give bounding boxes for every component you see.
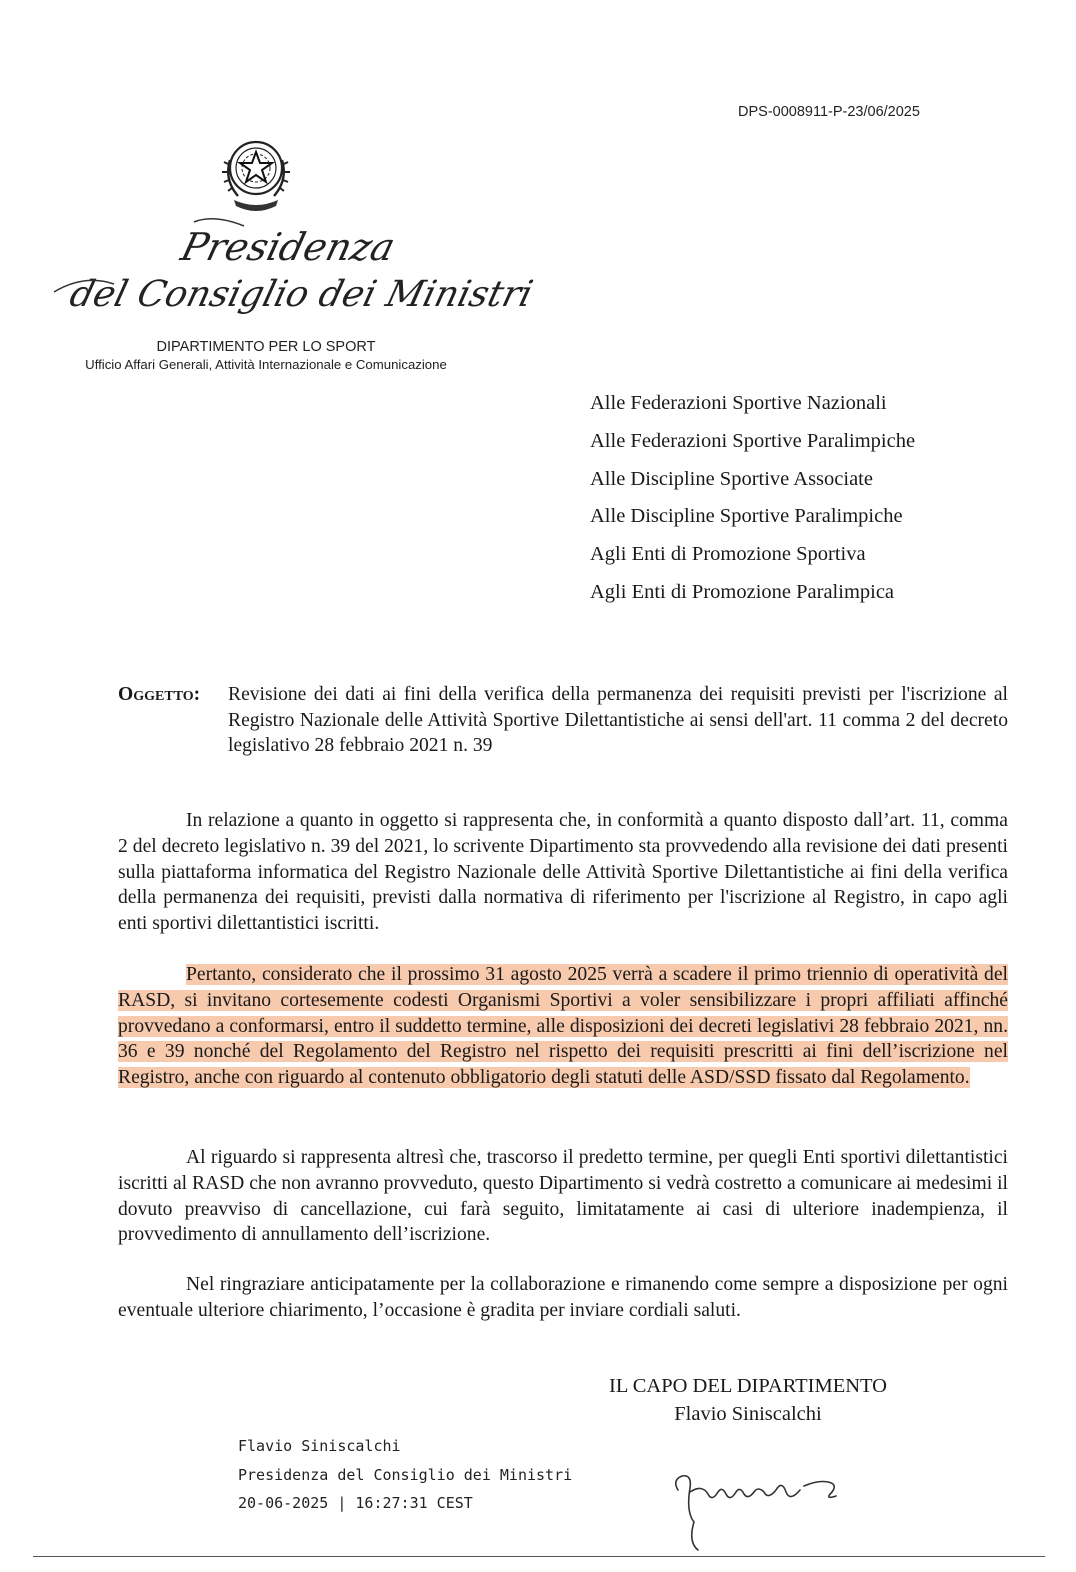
recipient: Alle Federazioni Sportive Paralimpiche xyxy=(590,429,916,452)
signature-timestamp: 20-06-2025 | 16:27:31 CEST xyxy=(238,1494,473,1512)
department-name: DIPARTIMENTO PER LO SPORT xyxy=(156,339,376,355)
handwritten-signature xyxy=(668,1462,848,1554)
body-paragraph-3: Al riguardo si rappresenta altresì che, trascorso il predetto termine, per quegli Enti sportivi dilettantistici iscritti al RASD che non avranno provveduto, questo Dipartimento si vedrà costretto a comunicare ai medesimi il dovuto preavviso di cancellazione, cui farà seguito, limitatamente ai casi di ulteriore inadempienza, il provvedimento di annullamento dell’iscrizione. xyxy=(118,1147,1008,1246)
recipient: Alle Federazioni Sportive Nazionali xyxy=(590,392,887,414)
recipient: Agli Enti di Promozione Sportiva xyxy=(590,543,866,566)
closing-title: IL CAPO DEL DIPARTIMENTO xyxy=(609,1375,887,1397)
recipients-list xyxy=(590,388,915,615)
digital-signature-block xyxy=(238,1432,572,1518)
body-paragraph-4: Nel ringraziare anticipatamente per la collaborazione e rimanendo come sempre a disposizione per ogni eventuale ulteriore chiarimento, l’occasione è gradita per inviare cordiali saluti. xyxy=(118,1274,1008,1321)
italian-republic-emblem-icon xyxy=(210,130,302,218)
subject-text: Revisione dei dati ai fini della verifica della permanenza dei requisiti previsti per l'iscrizione al Registro Nazionale delle Attività Sportive Dilettantistiche ai sensi dell'art. 11 comma 2 del decreto legislativo 28 febbraio 2021 n. 39 xyxy=(228,684,1008,756)
recipient: Alle Discipline Sportive Paralimpiche xyxy=(590,505,903,528)
body-paragraph-2-highlighted xyxy=(118,962,1008,1091)
svg-text:del Consiglio dei Ministri: del Consiglio dei Ministri xyxy=(65,272,538,315)
body-paragraph-1: In relazione a quanto in oggetto si rappresenta che, in conformità a quanto disposto dall’art. 11, comma 2 del decreto legislativo n. 39 del 2021, lo scrivente Dipartimento sta provvedendo alla revisione dei dati presenti sulla piattaforma informatica del Registro Nazionale delle Attività Sportive Dilettantistiche ai fini della verifica della permanenza dei requisiti, previsti dalla normativa di riferimento per l'iscrizione al Registro, in capo agli enti sportivi dilettantistici iscritti. xyxy=(118,810,1008,935)
office-name: Ufficio Affari Generali, Attività Internazionale e Comunicazione xyxy=(85,357,447,372)
department-heading xyxy=(58,338,474,374)
subject-label: Oggetto: xyxy=(118,684,201,705)
highlight: Pertanto, considerato che il prossimo 31 agosto 2025 verrà a scadere il primo triennio di operatività del RASD, si invitano cortesemente codesti Organismi Sportivi a voler sensibilizzare i propri affiliati affinché provvedano a conformarsi, entro il suddetto termine, alle disposizioni dei decreti legislativi 28 febbraio 2021, nn. 36 e 39 nonché del Regolamento del Registro nel rispetto dei requisiti prescritti ai fini dell’iscrizione nel Registro, anche con riguardo al contenuto obbligatorio degli statuti delle ASD/SSD fissato dal Regolamento. xyxy=(118,964,1008,1089)
closing-signature xyxy=(588,1372,908,1428)
bottom-divider xyxy=(33,1556,1045,1557)
presidenza-script-logo xyxy=(54,214,538,324)
svg-text:Presidenza: Presidenza xyxy=(176,225,400,270)
recipient: Alle Discipline Sportive Associate xyxy=(590,467,873,490)
signer-organization: Presidenza del Consiglio dei Ministri xyxy=(238,1465,573,1484)
closing-name: Flavio Siniscalchi xyxy=(674,1403,822,1425)
recipient: Agli Enti di Promozione Paralimpica xyxy=(590,580,895,603)
subject-block xyxy=(118,682,1008,759)
protocol-number: DPS-0008911-P-23/06/2025 xyxy=(738,104,920,120)
signer-name: Flavio Siniscalchi xyxy=(238,1437,401,1455)
